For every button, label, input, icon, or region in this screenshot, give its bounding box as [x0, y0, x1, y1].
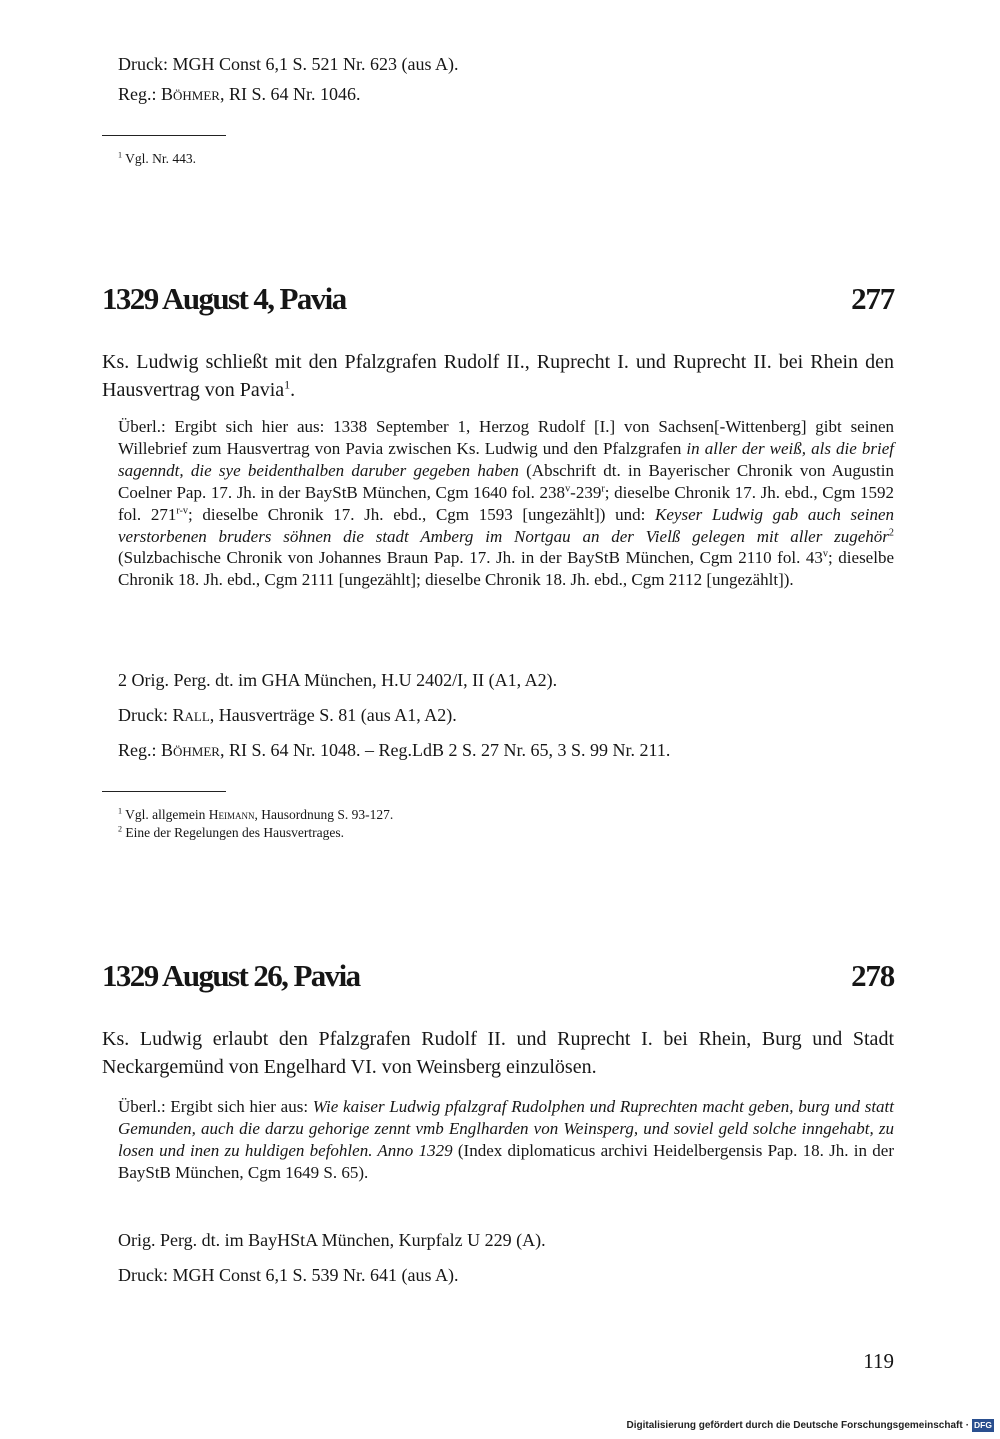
original-line: Orig. Perg. dt. im BayHStA München, Kurpfalz U 229 (A).: [118, 1230, 546, 1250]
entry-277-refs: [102, 665, 910, 765]
druck-line: Druck: MGH Const 6,1 S. 539 Nr. 641 (aus A).: [118, 1265, 459, 1285]
footnote: $^1$ Vgl. Nr. 443.: [118, 150, 197, 166]
druck-line: Druck: Rall, Hausverträge S. 81 (aus A1, A2).: [118, 705, 457, 725]
entry-number: 277: [851, 281, 894, 316]
transmission-note: Überl.: Ergibt sich hier aus: Wie kaiser Ludwig pfalzgraf Rudolphen und Ruprechten macht geben, burg und statt Gemunden, auch die darzu gehorige zennt vmb Englharden von Weinsperg, und soviel geld solche inngehabt, zu losen und inen zu huldigen befohlen. Anno 1329 (Index diplomaticus archivi Heidelbergensis Pap. 18. Jh. in der BayStB München, Cgm 1649 S. 65).: [118, 1097, 895, 1182]
reg-line: Reg.: Böhmer, RI S. 64 Nr. 1048. – Reg.LdB 2 S. 27 Nr. 65, 3 S. 99 Nr. 211.: [118, 740, 671, 760]
footnote: $^2$ Eine der Regelungen des Hausvertrages.: [118, 824, 344, 840]
reg-line: Reg.: Böhmer, RI S. 64 Nr. 1046.: [118, 84, 361, 104]
footnote: $^1$ Vgl. allgemein Heimann, Hausordnung S. 93-127.: [118, 806, 394, 822]
footnote-rule: [102, 791, 226, 792]
entry-number: 278: [851, 958, 894, 993]
entry-278-heading: [102, 958, 894, 1002]
druck-line: Druck: MGH Const 6,1 S. 521 Nr. 623 (aus A).: [118, 54, 459, 74]
entry-277-footnotes: [102, 806, 910, 842]
footnote-rule: [102, 135, 226, 136]
entry-date: 1329 August 4, Pavia: [102, 281, 346, 316]
entry-278-refs: [102, 1225, 910, 1290]
dfg-footer: [627, 1418, 994, 1432]
entry-date: 1329 August 26, Pavia: [102, 958, 360, 993]
entry-summary: Ks. Ludwig schließt mit den Pfalzgrafen Rudolf II., Ruprecht I. und Ruprecht II. bei Rhein den Hausvertrag von Pavia$^1$.: [102, 351, 894, 401]
footer-text: Digitalisierung gefördert durch die Deutsche Forschungsgemeinschaft: [626, 1419, 963, 1431]
transmission-note: Überl.: Ergibt sich hier aus: 1338 September 1, Herzog Rudolf [I.] von Sachsen[-Wittenberg] gibt seinen Willebrief zum Hausvertrag von Pavia zwischen Ks. Ludwig und den Pfalzgrafen in aller der weiß, als die brief sagenndt, die sye beidenthalben daruber gegeben haben (Abschrift dt. in Bayerischer Chronik von Augustin Coelner Pap. 17. Jh. in der BayStB München, Cgm 1640 fol. 238$^v$-239$^r$; dieselbe Chronik 17. Jh. ebd., Cgm 1592 fol. 271$^{r-v}$; dieselbe Chronik 17. Jh. ebd., Cgm 1593 [ungezählt]) und: Keyser Ludwig gab auch seinen verstorbenen bruders söhnen die stadt Amberg im Nortgau an der Vielß gelegen mit aller zugehör$^2$ (Sulzbachische Chronik von Johannes Braun Pap. 17. Jh. in der BayStB München, Cgm 2110 fol. 43$^v$; dieselbe Chronik 18. Jh. ebd., Cgm 2111 [ungezählt]; dieselbe Chronik 18. Jh. ebd., Cgm 2112 [ungezählt]).: [118, 417, 895, 590]
entry-277-heading: [102, 281, 894, 325]
top-section: [102, 49, 910, 109]
original-line: 2 Orig. Perg. dt. im GHA München, H.U 2402/I, II (A1, A2).: [118, 670, 558, 690]
footer-separator: ·: [965, 1419, 970, 1431]
entry-summary: Ks. Ludwig erlaubt den Pfalzgrafen Rudolf II. und Ruprecht I. bei Rhein, Burg und Stadt Neckargemünd von Engelhard VI. von Weinsberg einzulösen.: [102, 1028, 894, 1078]
dfg-logo-icon: DFG: [974, 1419, 992, 1430]
page-number: 119: [863, 1349, 894, 1373]
